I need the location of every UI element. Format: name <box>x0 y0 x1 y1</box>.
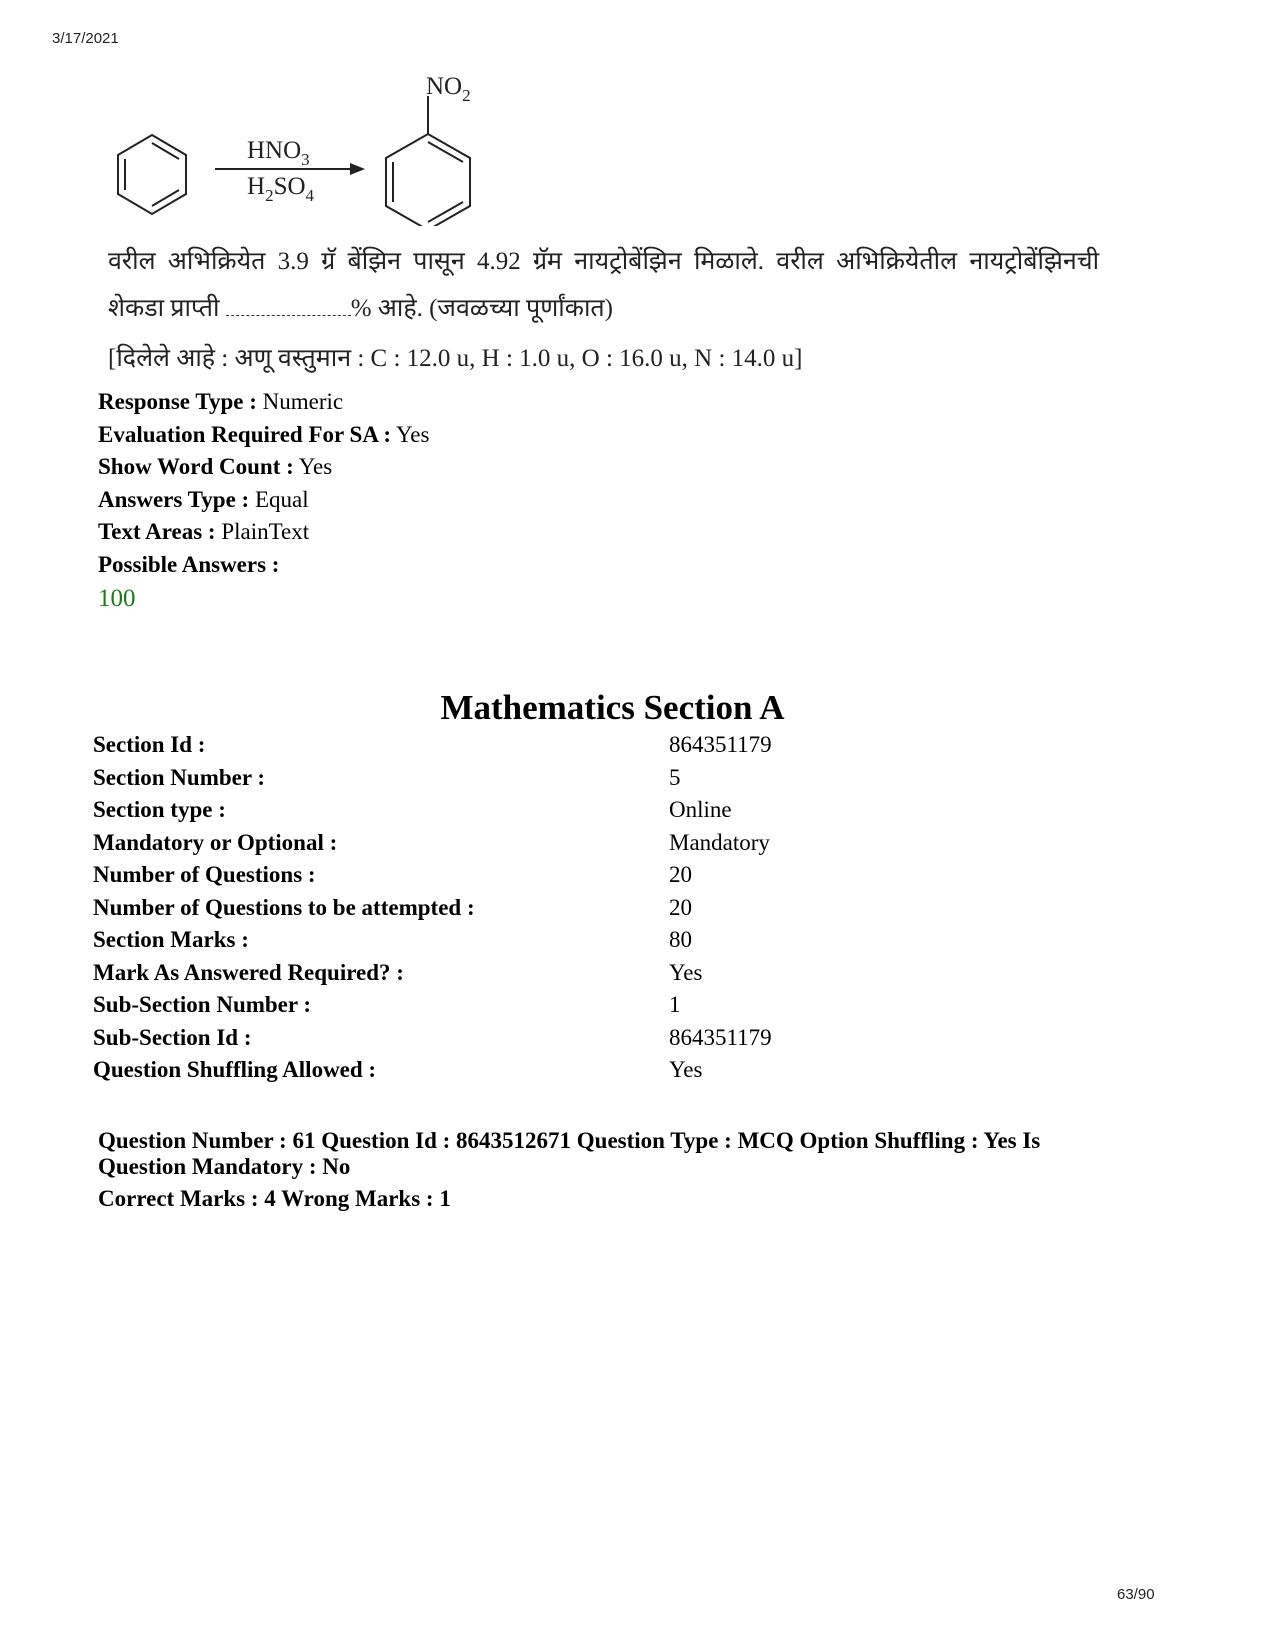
svg-text:HNO3: $HNO_3$ <box>247 137 310 169</box>
section-details-table <box>93 732 772 1090</box>
question-meta-line: Question Number : 61 Question Id : 8643512671 Question Type : MCQ Option Shuffling : Yes Is Question Mandatory : No <box>98 1128 1041 1179</box>
section-row: Sub-Section Id : 864351179 <box>93 1024 772 1050</box>
property-text-areas: Text Areas : PlainText <box>98 519 310 544</box>
property-show-word-count: Show Word Count : Yes <box>98 454 333 479</box>
property-answers-type: Answers Type : Equal <box>98 486 309 512</box>
question-given-data: [दिलेले आहे : अणू वस्तुमान : C : 12.0 u, H : 1.0 u, O : 16.0 u, N : 14.0 u] <box>108 345 803 372</box>
section-row: Mandatory or Optional : Mandatory <box>93 829 770 855</box>
svg-text:NO2: $NO_2$ <box>426 73 471 105</box>
nitration-reaction-svg <box>100 66 520 226</box>
section-row: Mark As Answered Required? : Yes <box>93 959 703 985</box>
response-properties <box>98 386 429 616</box>
answer-blank <box>226 297 351 316</box>
section-row: Section Number : 5 <box>93 764 681 790</box>
property-possible-answers: Possible Answers : <box>98 551 280 577</box>
nitrobenzene-structure <box>386 96 470 226</box>
reaction-diagram <box>100 66 520 231</box>
section-row: Sub-Section Number : 1 <box>93 992 681 1017</box>
section-row: Section Id : 864351179 <box>93 732 772 757</box>
question-text-line-1: वरील अभिक्रियेत 3.9 ग्रॅ बेंझिन पासून 4.92 ग्रॅम नायट्रोबेंझिन मिळाले. वरील अभिक्रियेतील नायट्रोबेंझिनची <box>108 248 1100 275</box>
section-title: Mathematics Section A <box>440 688 785 727</box>
possible-answer-value: 100 <box>98 585 136 612</box>
svg-text:H2SO4: $H_2SO_4$ <box>247 173 315 205</box>
question-marks: Correct Marks : 4 Wrong Marks : 1 <box>98 1186 451 1211</box>
property-response-type: Response Type : Numeric <box>98 389 344 414</box>
benzene-structure <box>118 135 186 214</box>
reagent-h2so4: H <box>247 173 266 200</box>
section-row: Section type : Online <box>93 797 732 822</box>
property-evaluation-required: Evaluation Required For SA : Yes <box>98 421 430 447</box>
print-date: 3/17/2021 <box>52 30 119 47</box>
reagent-hno3: HNO <box>247 137 302 164</box>
question-info <box>98 1128 1098 1212</box>
section-row: Number of Questions to be attempted : 20 <box>93 894 692 920</box>
page-number: 63/90 <box>1117 1586 1155 1603</box>
question-text-line-2: शेकडा प्राप्ती % आहे. (जवळच्या पूर्णांकात) <box>108 295 613 322</box>
section-row: Section Marks : 80 <box>93 927 692 952</box>
nitro-group-label: NO <box>426 73 463 100</box>
section-row: Question Shuffling Allowed : Yes <box>93 1057 703 1082</box>
section-row: Number of Questions : 20 <box>93 862 692 887</box>
